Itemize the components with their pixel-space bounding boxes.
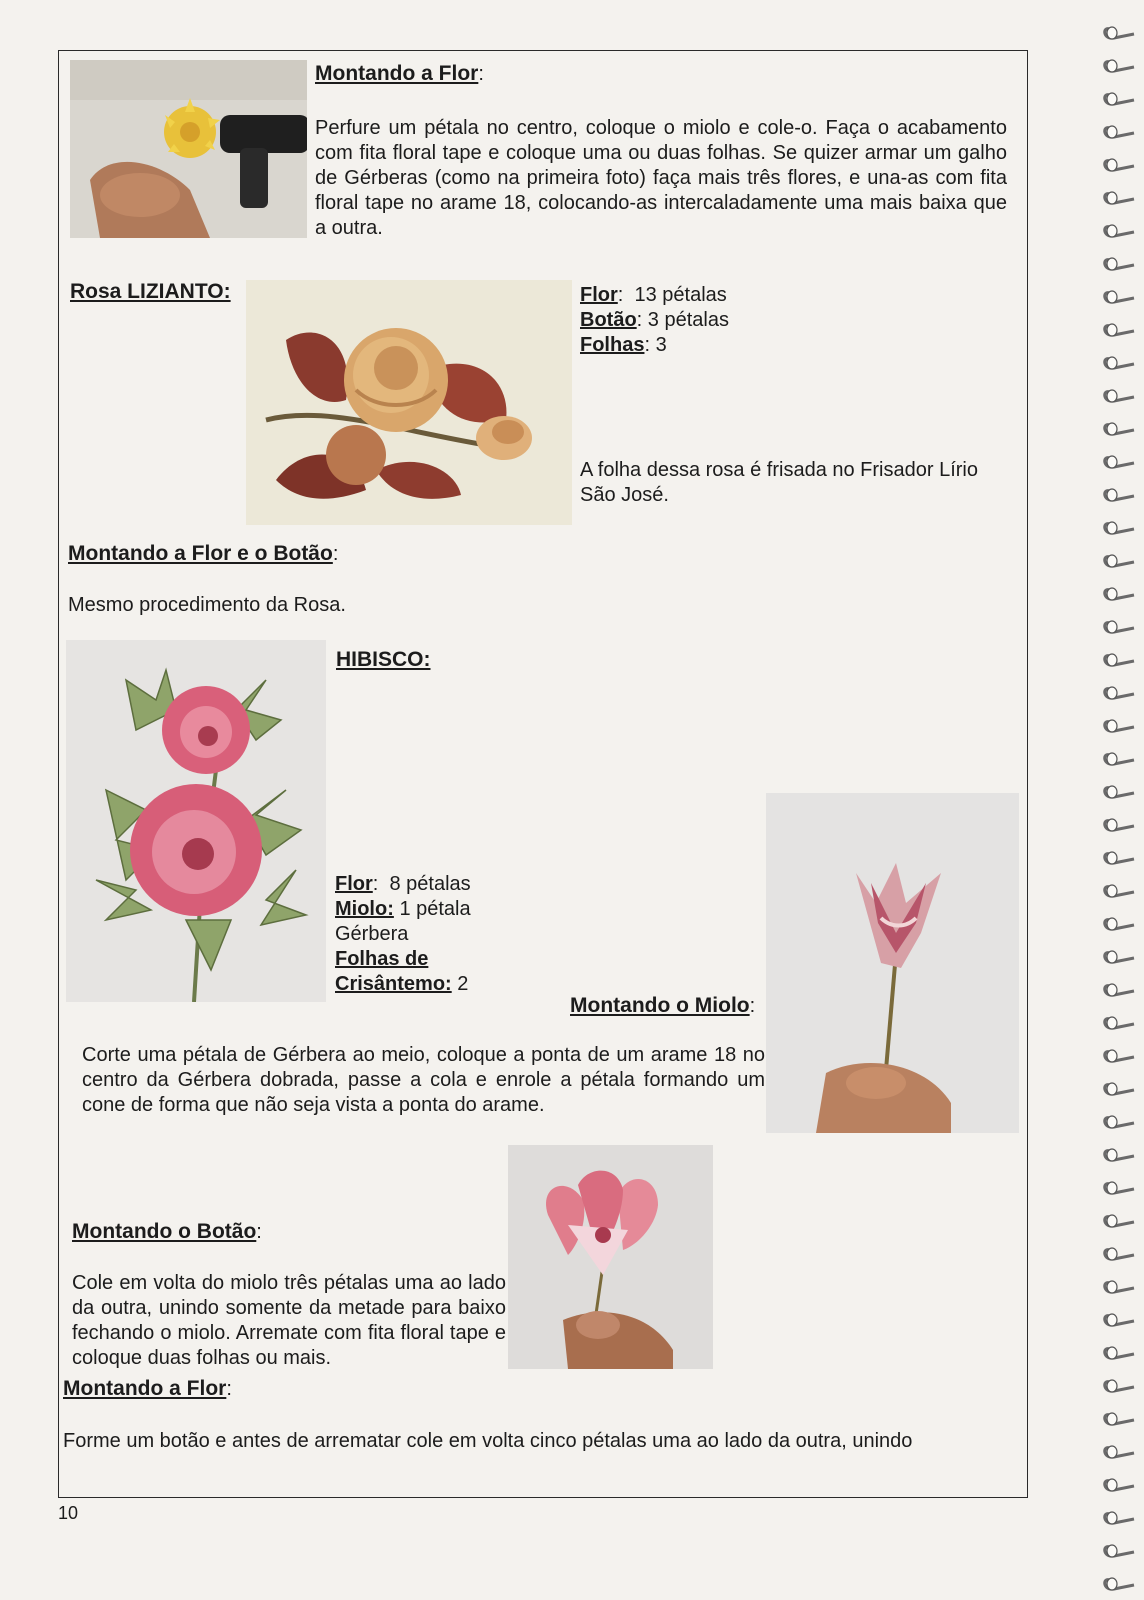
hibisco-flor-text: Forme um botão e antes de arrematar cole em volta cinco pétalas uma ao lado da outra, unindo <box>63 1430 913 1452</box>
spiral-hole <box>1107 1380 1117 1392</box>
spiral-hole <box>1107 687 1117 699</box>
spiral-hole <box>1107 324 1117 336</box>
spiral-hole <box>1107 1578 1117 1590</box>
spiral-hole <box>1107 951 1117 963</box>
heading-montando-a-flor-2: Montando a Flor <box>63 1377 227 1400</box>
spiral-hole <box>1107 654 1117 666</box>
spiral-hole <box>1107 1314 1117 1326</box>
spiral-hole <box>1107 852 1117 864</box>
spiral-hole <box>1107 60 1117 72</box>
spiral-hole <box>1107 1083 1117 1095</box>
spiral-hole <box>1107 786 1117 798</box>
spiral-hole <box>1107 93 1117 105</box>
hibisco-materials-list: Flor: 8 pétalas Miolo: 1 pétala Gérbera Folhas de Crisântemo: 2 <box>335 873 471 995</box>
spiral-hole <box>1107 1116 1117 1128</box>
rosa-leaf-note: A folha dessa rosa é frisada no Frisador Lírio São José. <box>580 459 978 506</box>
spiral-hole <box>1107 588 1117 600</box>
spiral-hole <box>1107 1281 1117 1293</box>
photo-gerbera-glue-gun <box>70 60 307 238</box>
miolo-assembly-text: Corte uma pétala de Gérbera ao meio, coloque a ponta de um arame 18 no centro da Gérbera dobrada, passe a cola e enrole a pétala formando um cone de forma que não seja vista a ponta do arame. <box>82 1044 765 1116</box>
spiral-hole <box>1107 1149 1117 1161</box>
spiral-hole <box>1107 819 1117 831</box>
spiral-hole <box>1107 1347 1117 1359</box>
photo-hibisco-miolo <box>766 793 1019 1133</box>
photo-rosa-lizianto <box>246 280 572 525</box>
spiral-hole <box>1107 423 1117 435</box>
heading-montando-flor-botao: Montando a Flor e o Botão <box>68 542 333 565</box>
spiral-hole <box>1107 522 1117 534</box>
rosa-materials-list: Flor: 13 pétalas Botão: 3 pétalas Folhas: 3 <box>580 284 729 356</box>
spiral-hole <box>1107 1182 1117 1194</box>
photo-hibisco-botao <box>508 1145 713 1369</box>
heading-montando-a-flor-1: Montando a Flor <box>315 62 479 85</box>
spiral-hole <box>1107 192 1117 204</box>
spiral-hole <box>1107 1545 1117 1557</box>
spiral-hole <box>1107 159 1117 171</box>
spiral-hole <box>1107 984 1117 996</box>
photo-hibisco <box>66 640 326 1002</box>
spiral-hole <box>1107 390 1117 402</box>
spiral-hole <box>1107 456 1117 468</box>
spiral-hole <box>1107 621 1117 633</box>
spiral-hole <box>1107 357 1117 369</box>
heading-montando-o-botao: Montando o Botão <box>72 1220 257 1243</box>
spiral-hole <box>1107 885 1117 897</box>
spiral-binding <box>1084 0 1144 1600</box>
spiral-hole <box>1107 225 1117 237</box>
spiral-hole <box>1107 489 1117 501</box>
heading-rosa-lizianto: Rosa LIZIANTO: <box>70 280 231 303</box>
heading-hibisco: HIBISCO: <box>336 648 431 671</box>
spiral-hole <box>1107 720 1117 732</box>
spiral-hole <box>1107 258 1117 270</box>
spiral-hole <box>1107 126 1117 138</box>
spiral-hole <box>1107 291 1117 303</box>
spiral-hole <box>1107 1413 1117 1425</box>
spiral-hole <box>1107 753 1117 765</box>
spiral-hole <box>1107 1479 1117 1491</box>
spiral-hole <box>1107 1512 1117 1524</box>
gerbera-assembly-text: Perfure um pétala no centro, coloque o miolo e cole-o. Faça o acabamento com fita floral tape e coloque uma ou duas folhas. Se quizer armar um galho de Gérberas (como na primeira foto) faça mais três flores, e una-as com fita floral tape no arame 18, colocando-as intercaladamente uma mais baixa que a outra. <box>315 117 1007 239</box>
spiral-hole <box>1107 27 1117 39</box>
page-number: 10 <box>58 1503 79 1523</box>
spiral-hole <box>1107 918 1117 930</box>
spiral-hole <box>1107 1215 1117 1227</box>
spiral-hole <box>1107 1050 1117 1062</box>
heading-montando-o-miolo: Montando o Miolo <box>570 994 750 1017</box>
spiral-hole <box>1107 1017 1117 1029</box>
spiral-hole <box>1107 1248 1117 1260</box>
rosa-assembly-text: Mesmo procedimento da Rosa. <box>68 594 346 616</box>
botao-assembly-text: Cole em volta do miolo três pétalas uma ao lado da outra, unindo somente da metade para baixo fechando o miolo. Arremate com fita floral tape e coloque duas folhas ou mais. <box>72 1272 506 1369</box>
spiral-hole <box>1107 1446 1117 1458</box>
spiral-hole <box>1107 555 1117 567</box>
